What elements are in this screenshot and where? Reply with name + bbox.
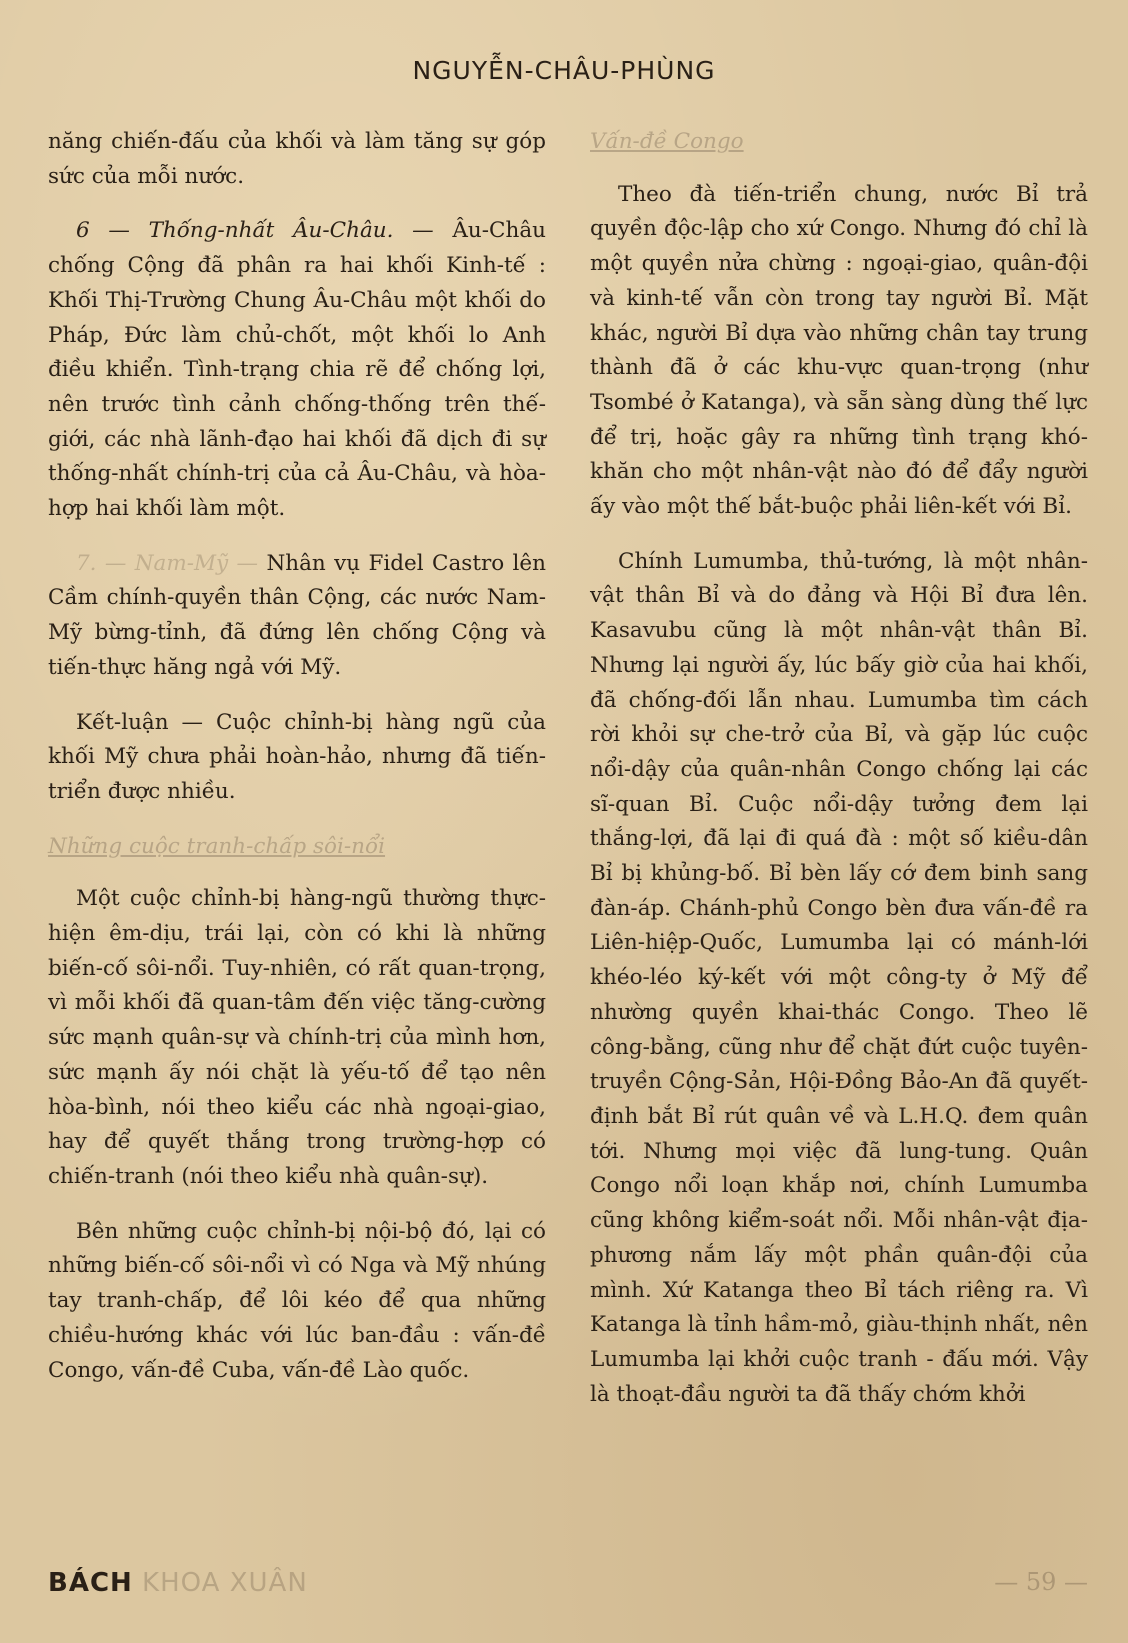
paragraph: Một cuộc chỉnh-bị hàng-ngũ thường thực-hiện êm-dịu, trái lại, còn có khi là những biến-cố sôi-nổi. Tuy-nhiên, có rất quan-trọng, vì mỗi khối đã quan-tâm đến việc tăng-cường sức mạnh quân-sự và chính-trị của mình hơn, sức mạnh ấy nói chặt là yếu-tố để tạo nên hòa-bình, nói theo kiểu các nhà ngoại-giao, hay để quyết thắng trong trường-hợp có chiến-tranh (nói theo kiểu nhà quân-sự). <box>48 886 546 1189</box>
magazine-title-part: KHOA XUÂN <box>142 1568 308 1598</box>
paragraph: Theo đà tiến-triển chung, nước Bỉ trả quyền độc-lập cho xứ Congo. Nhưng đó chỉ là một quyền nửa chừng : ngoại-giao, quân-đội và kinh-tế vẫn còn trong tay người Bỉ. Mặt khác, người Bỉ dựa vào những chân tay trung thành đã ở các khu-vực quan-trọng (như Tsombé ở Katanga), và sẵn sàng dùng thế lực để trị, hoặc gây ra những tình trạng khó-khăn cho một nhân-vật nào đó để đẩy người ấy vào một thế bắt-buộc phải liên-kết với Bỉ. <box>590 181 1088 520</box>
paragraph <box>48 214 546 526</box>
page-number: — 59 — <box>994 1568 1088 1596</box>
right-column <box>590 125 1088 1432</box>
paragraph-body: Nhân vụ Fidel Castro lên Cầm chính-quyền thân Cộng, các nước Nam-Mỹ bừng-tỉnh, đã đứng lên chống Cộng và tiến-thực hăng ngả với Mỹ. <box>48 550 546 680</box>
magazine-title <box>48 1568 308 1598</box>
section-heading: Vấn-đề Congo <box>590 129 744 154</box>
paragraph: Kết-luận — Cuộc chỉnh-bị hàng ngũ của khối Mỹ chưa phải hoàn-hảo, nhưng đã tiến-triển được nhiều. <box>48 709 546 804</box>
paragraph: Bên những cuộc chỉnh-bị nội-bộ đó, lại có những biến-cố sôi-nổi vì có Nga và Mỹ nhúng tay tranh-chấp, để lôi kéo để qua những chiều-hướng khác với lúc ban-đầu : vấn-đề Congo, vấn-đề Cuba, vấn-đề Lào quốc. <box>48 1218 546 1383</box>
paragraph <box>48 547 546 686</box>
section-heading: Những cuộc tranh-chấp sôi-nổi <box>48 833 386 859</box>
paragraph-lead: 6 — Thống-nhất Âu-Châu. — <box>76 218 434 244</box>
running-header: NGUYỄN-CHÂU-PHÙNG <box>412 56 716 85</box>
paragraph: năng chiến-đấu của khối và làm tăng sự góp sức của mỗi nước. <box>48 129 546 189</box>
left-column <box>48 125 546 1408</box>
paragraph-lead: 7. — Nam-Mỹ — <box>76 550 259 576</box>
magazine-title-part: BÁCH <box>48 1568 133 1598</box>
paragraph: Chính Lumumba, thủ-tướng, là một nhân-vật thân Bỉ và do đảng và Hội Bỉ đưa lên. Kasavubu cũng là một nhân-vật thân Bỉ. Nhưng lại người ấy, lúc bấy giờ của hai khối, đã chống-đối lẫn nhau. Lumumba tìm cách rời khỏi sự che-trở của Bỉ, và gặp lúc cuộc nổi-dậy của quân-nhân Congo chống lại các sĩ-quan Bỉ. Cuộc nổi-dậy tưởng đem lại thắng-lợi, đã lại đi quá đà : một số kiều-dân Bỉ bị khủng-bố. Bỉ bèn lấy cớ đem binh sang đàn-áp. Chánh-phủ Congo bèn đưa vấn-đề ra Liên-hiệp-Quốc, Lumumba lại có mánh-lới khéo-léo ký-kết với một công-ty ở Mỹ để nhường quyền khai-thác Congo. Theo lẽ công-bằng, cũng như để chặt đứt cuộc tuyên-truyền Cộng-Sản, Hội-Đồng Bảo-An đã quyết-định bắt Bỉ rút quân về và L.H.Q. đem quân tới. Nhưng mọi việc đã lung-tung. Quân Congo nổi loạn khắp nơi, chính Lumumba cũng không kiểm-soát nổi. Mỗi nhân-vật địa-phương nắm lấy một phần quân-đội của mình. Xứ Katanga theo Bỉ tách riêng ra. Vì Katanga là tỉnh hầm-mỏ, giàu-thịnh nhất, nên Lumumba lại khởi cuộc tranh - đấu mới. Vậy là thoạt-đầu người ta đã thấy chớm khởi <box>590 548 1088 1407</box>
paragraph-body: Âu-Châu chống Cộng đã phân ra hai khối Kinh-tế : Khối Thị-Trường Chung Âu-Châu một khối do Pháp, Đức làm chủ-chốt, một khối lo Anh điều khiển. Tình-trạng chia rẽ để chống lợi, nên trước tình cảnh chống-thống trên thế-giới, các nhà lãnh-đạo hai khối đã dịch đi sự thống-nhất chính-trị của cả Âu-Châu, và hòa-hợp hai khối làm một. <box>48 218 546 522</box>
